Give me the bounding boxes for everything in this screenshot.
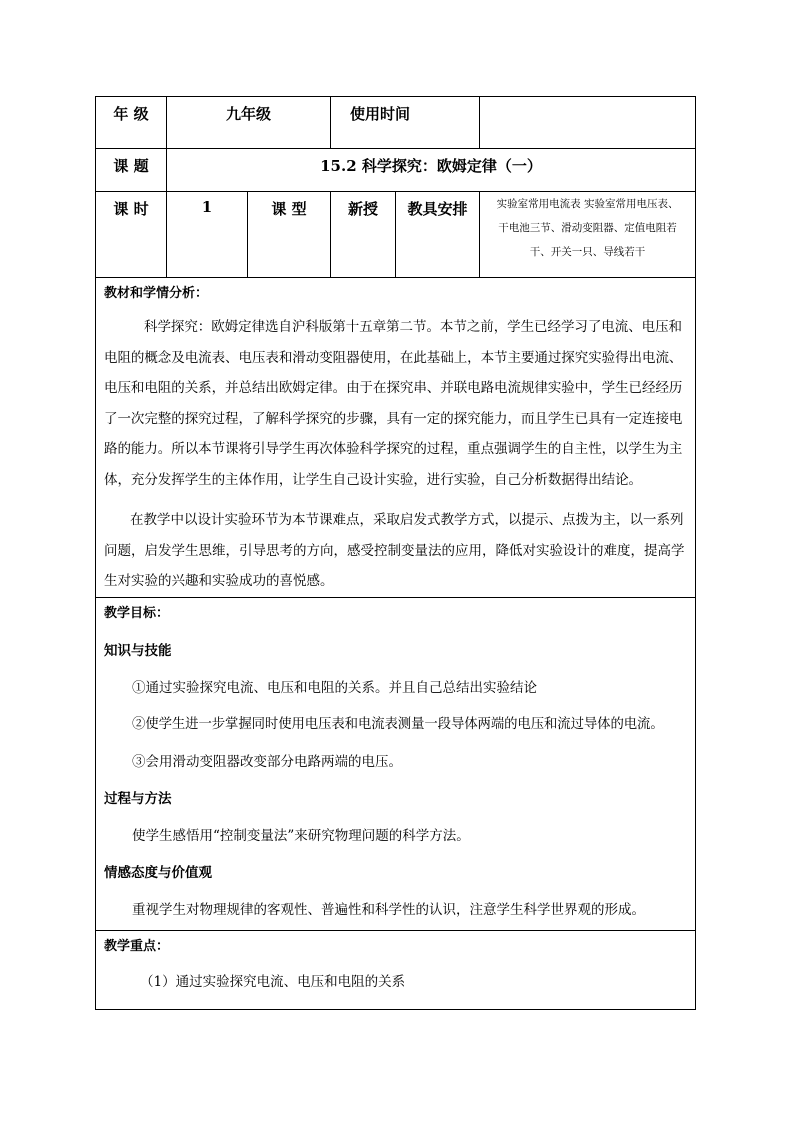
knowledge-item: ②使学生进一步掌握同时使用电压表和电流表测量一段导体两端的电压和流过导体的电流。: [132, 716, 664, 732]
key-points-section: [96, 930, 696, 1009]
equipment-line: 干电池三节、滑动变阻器、定值电阻若: [498, 222, 677, 234]
knowledge-item: ①通过实验探究电流、电压和电阻的关系。并且自己总结出实验结论: [132, 679, 537, 696]
lesson-plan-document: [95, 96, 695, 1010]
process-methods-heading: 过程与方法: [104, 790, 172, 807]
grade-label: 年 级: [96, 97, 167, 149]
topic-row: [96, 149, 696, 192]
equipment-label: 教具安排: [396, 192, 480, 278]
grade-value: 九年级: [167, 97, 331, 149]
emotion-text: 重视学生对物理规律的客观性、普遍性和科学性的认识，注意学生科学世界观的形成。: [132, 901, 645, 918]
grade-row: [96, 97, 696, 149]
analysis-row: [96, 278, 696, 598]
key-points-row: [96, 930, 696, 1009]
key-point-item: （1）通过实验探究电流、电压和电阻的关系: [140, 973, 406, 990]
knowledge-skills-heading: 知识与技能: [104, 642, 172, 659]
usage-time-value: [480, 97, 696, 149]
equipment-line: 实验室常用电流表 实验室常用电压表、: [496, 198, 679, 210]
analysis-paragraph: 在教学中以设计实验环节为本节课难点，采取启发式教学方式，以提示、点拨为主，以一系列问题，启发学生思维，引导思考的方向，感受控制变量法的应用，降低对实验设计的难度，提高学生对实验的兴趣和实验成功的喜悦感。: [104, 512, 685, 589]
period-label: 课 时: [96, 192, 167, 278]
period-row: [96, 192, 696, 278]
analysis-section: [96, 278, 696, 598]
knowledge-item: ③会用滑动变阻器改变部分电路两端的电压。: [132, 753, 402, 770]
lesson-type-label: 课 型: [248, 192, 331, 278]
topic-value: 15.2 科学探究：欧姆定律（一）: [167, 149, 696, 192]
usage-time-label: 使用时间: [331, 97, 480, 149]
analysis-title: 教材和学情分析：: [104, 286, 209, 301]
equipment-value: [480, 192, 696, 278]
emotion-values-heading: 情感态度与价值观: [104, 864, 212, 881]
equipment-line: 干、开关一只、导线若干: [529, 246, 646, 258]
period-value: 1: [167, 192, 248, 278]
objectives-row: [96, 597, 696, 930]
key-points-title: 教学重点：: [104, 938, 170, 954]
topic-label: 课 题: [96, 149, 167, 192]
objectives-section: [96, 597, 696, 930]
analysis-paragraph: 科学探究：欧姆定律选自沪科版第十五章第二节。本节之前，学生已经学习了电流、电压和电阻的概念及电流表、电压表和滑动变阻器使用，在此基础上，本节主要通过探究实验得出电流、电压和电阻的关系，并总结出欧姆定律。由于在探究串、并联电路电流规律实验中，学生已经经历了一次完整的探究过程，了解科学探究的步骤，具有一定的探究能力，而且学生已具有一定连接电路的能力。所以本节课将引导学生再次体验科学探究的过程，重点强调学生的自主性，以学生为主体，充分发挥学生的主体作用，让学生自己设计实验，进行实验，自己分析数据得出结论。: [104, 319, 683, 488]
lesson-plan-table: [95, 96, 696, 1010]
objectives-title: 教学目标：: [104, 605, 170, 621]
lesson-type-value: 新授: [331, 192, 396, 278]
process-text: 使学生感悟用“控制变量法”来研究物理问题的科学方法。: [132, 827, 470, 844]
